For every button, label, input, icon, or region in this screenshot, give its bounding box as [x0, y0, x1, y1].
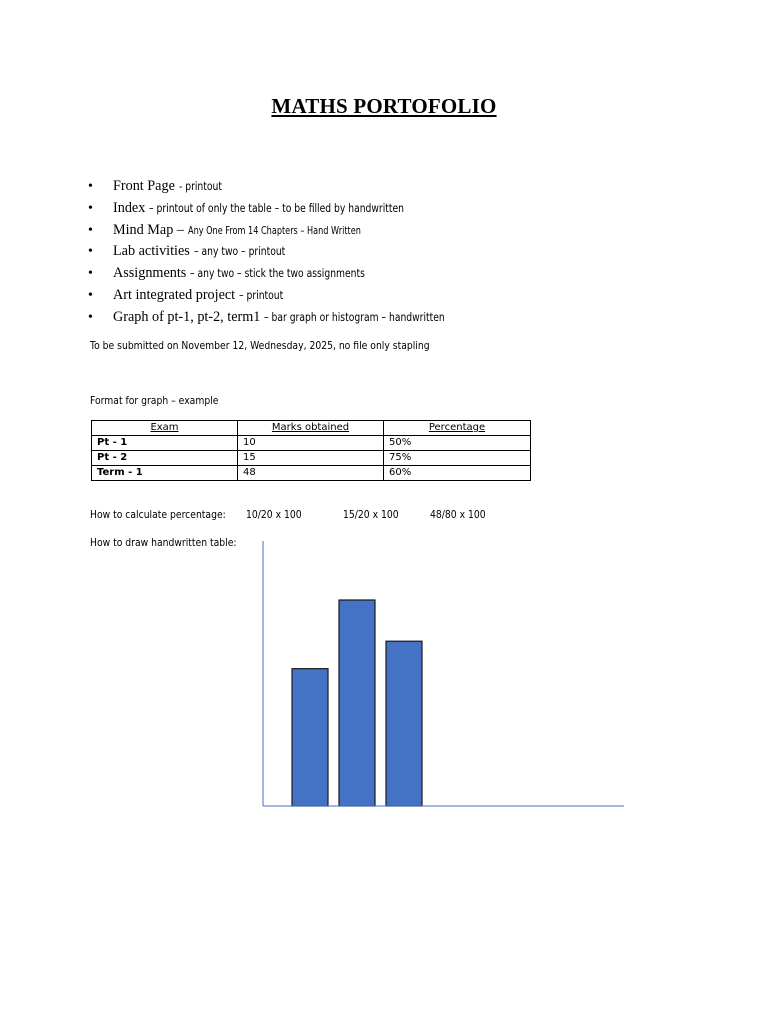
header-exam: Exam	[92, 421, 238, 436]
bullet-icon: •	[88, 266, 93, 282]
item-detail: – any two – printout	[193, 244, 286, 259]
item-detail: - printout	[178, 179, 222, 193]
cell-marks: 15	[238, 451, 384, 466]
calc-label: How to calculate percentage:	[90, 509, 226, 521]
calc-example: 15/20 x 100	[343, 509, 399, 521]
bullet-icon: •	[88, 309, 93, 325]
bullet-icon: •	[88, 244, 93, 260]
calc-example: 48/80 x 100	[430, 509, 486, 521]
calc-example: 10/20 x 100	[246, 509, 302, 521]
bar-term-1	[386, 641, 422, 806]
item-detail: – any two – stick the two assignments	[190, 266, 366, 281]
cell-exam: Pt - 1	[92, 436, 238, 451]
draw-label: How to draw handwritten table:	[90, 537, 237, 549]
header-percentage: Percentage	[384, 421, 531, 436]
cell-marks: 48	[238, 466, 384, 481]
bar-pt-2	[339, 600, 375, 806]
item-title: Art integrated project	[113, 286, 236, 303]
bullet-icon: •	[88, 200, 93, 216]
item-detail: – bar graph or histogram – handwritten	[264, 309, 446, 324]
item-detail: – printout of only the table – to be filled by handwritten	[149, 200, 405, 215]
item-title: Mind Map –	[113, 221, 184, 238]
submission-note: To be submitted on November 12, Wednesday, 2025, no file only stapling	[90, 340, 430, 352]
page-title: MATHS PORTOFOLIO	[271, 94, 497, 118]
header-marks: Marks obtained	[238, 421, 384, 436]
cell-percentage: 60%	[384, 466, 531, 481]
cell-exam: Pt - 2	[92, 451, 238, 466]
cell-exam: Term - 1	[92, 466, 238, 481]
item-title: Lab activities	[113, 243, 190, 260]
cell-percentage: 75%	[384, 451, 531, 466]
bar-pt-1	[292, 669, 328, 806]
item-detail: – printout	[239, 287, 284, 302]
bullet-icon: •	[88, 222, 93, 238]
item-detail: Any One From 14 Chapters – Hand Written	[187, 223, 361, 237]
item-title: Front Page	[113, 178, 175, 194]
item-title: Index	[113, 199, 146, 216]
cell-marks: 10	[238, 436, 384, 451]
item-title: Assignments	[113, 265, 187, 282]
item-title: Graph of pt-1, pt-2, term1	[113, 308, 261, 325]
format-label: Format for graph – example	[90, 395, 219, 407]
bullet-icon: •	[88, 179, 93, 194]
cell-percentage: 50%	[384, 436, 531, 451]
bullet-icon: •	[88, 287, 93, 303]
